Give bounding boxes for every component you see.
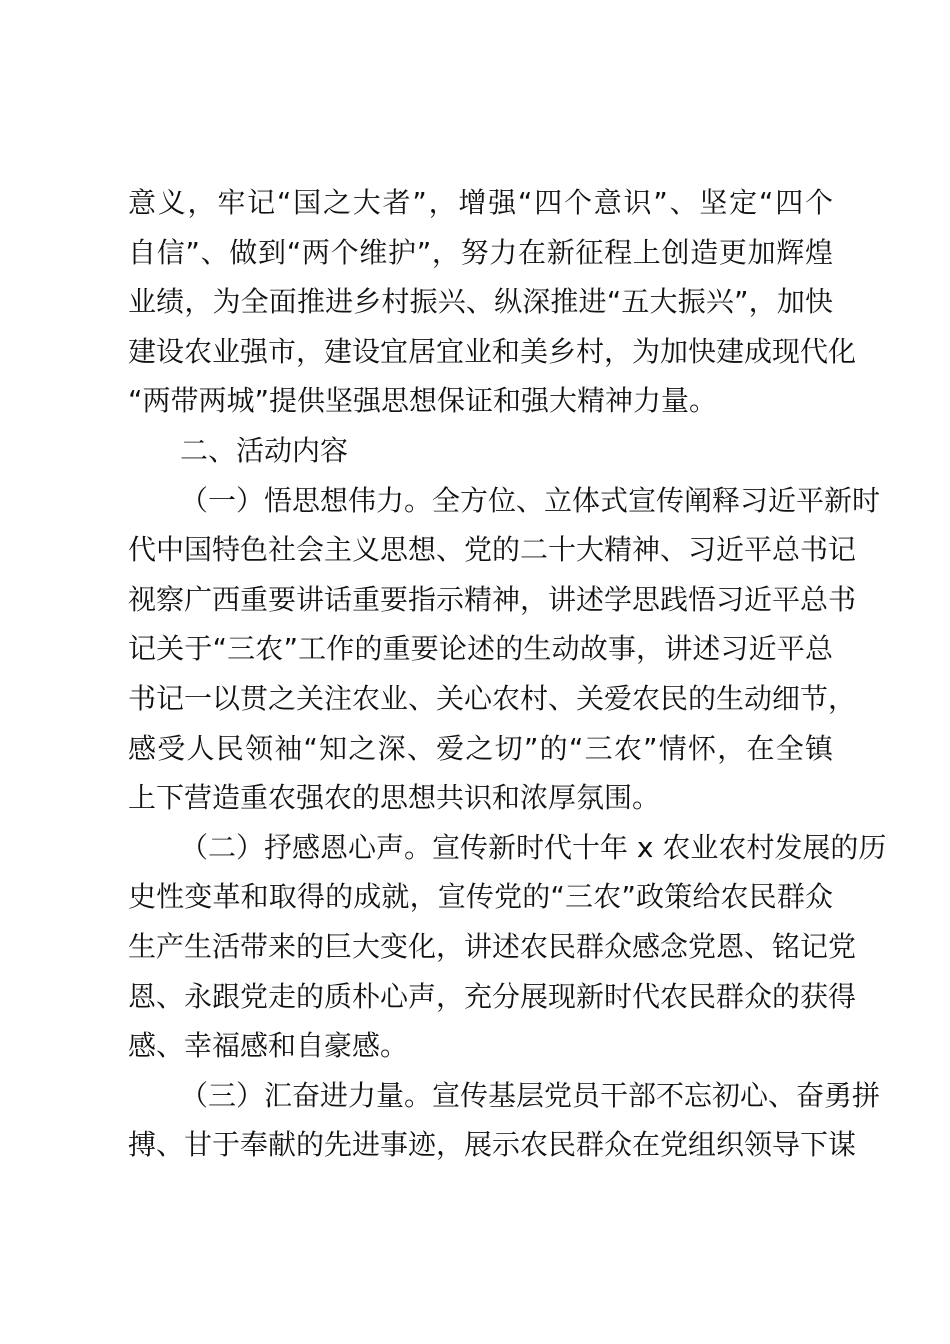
- section-heading: [128, 426, 833, 476]
- text-line: 感受人民领袖“知之深、爱之切”的“三农”情怀，在全镇: [128, 731, 833, 765]
- text-line: 史性变革和取得的成就，宣传党的“三农”政策给农民群众: [128, 880, 833, 914]
- text-line: 建设农业强市，建设宜居宜业和美乡村，为加快建成现代化: [128, 334, 857, 368]
- text-line: 搏、甘于奉献的先进事迹，展示农民群众在党组织领导下谋: [128, 1128, 857, 1162]
- text-line: 业绩，为全面推进乡村振兴、纵深推进“五大振兴”，加快: [128, 285, 833, 319]
- text-line: 感、幸福感和自豪感。: [128, 1029, 409, 1063]
- body-text: [128, 178, 887, 1170]
- text-line: “两带两城”提供坚强思想保证和强大精神力量。: [128, 384, 718, 418]
- text-line: （一）悟思想伟力。全方位、立体式宣传阐释习近平新时: [180, 483, 881, 517]
- text-line: 书记一以贯之关注农业、关心农村、关爱农民的生动细节，: [128, 681, 857, 715]
- text-line: 恩、永跟党走的质朴心声，充分展现新时代农民群众的获得: [128, 979, 857, 1013]
- heading-line: 二、活动内容: [180, 433, 349, 467]
- text-line: 视察广西重要讲话重要指示精神，讲述学思践悟习近平总书: [128, 582, 857, 616]
- text-line: 生产生活带来的巨大变化，讲述农民群众感念党恩、铭记党: [128, 929, 857, 963]
- text-line: 记关于“三农”工作的重要论述的生动故事，讲述习近平总: [128, 632, 833, 666]
- paragraph-item-3: [128, 1071, 881, 1170]
- text-line: 上下营造重农强农的思想共识和浓厚氛围。: [128, 781, 661, 815]
- paragraph-intro-continued: [128, 178, 857, 426]
- text-line: （三）汇奋进力量。宣传基层党员干部不忘初心、奋勇拼: [180, 1078, 881, 1112]
- text-line: 代中国特色社会主义思想、党的二十大精神、习近平总书记: [128, 533, 857, 567]
- text-line: （二）抒感恩心声。宣传新时代十年 x 农业农村发展的历: [180, 830, 887, 864]
- paragraph-item-2: [128, 823, 887, 1071]
- text-line: 自信”、做到“两个维护”，努力在新征程上创造更加辉煌: [128, 235, 833, 269]
- paragraph-item-1: [128, 476, 881, 823]
- text-line: 意义，牢记“国之大者”，增强“四个意识”、坚定“四个: [128, 186, 833, 219]
